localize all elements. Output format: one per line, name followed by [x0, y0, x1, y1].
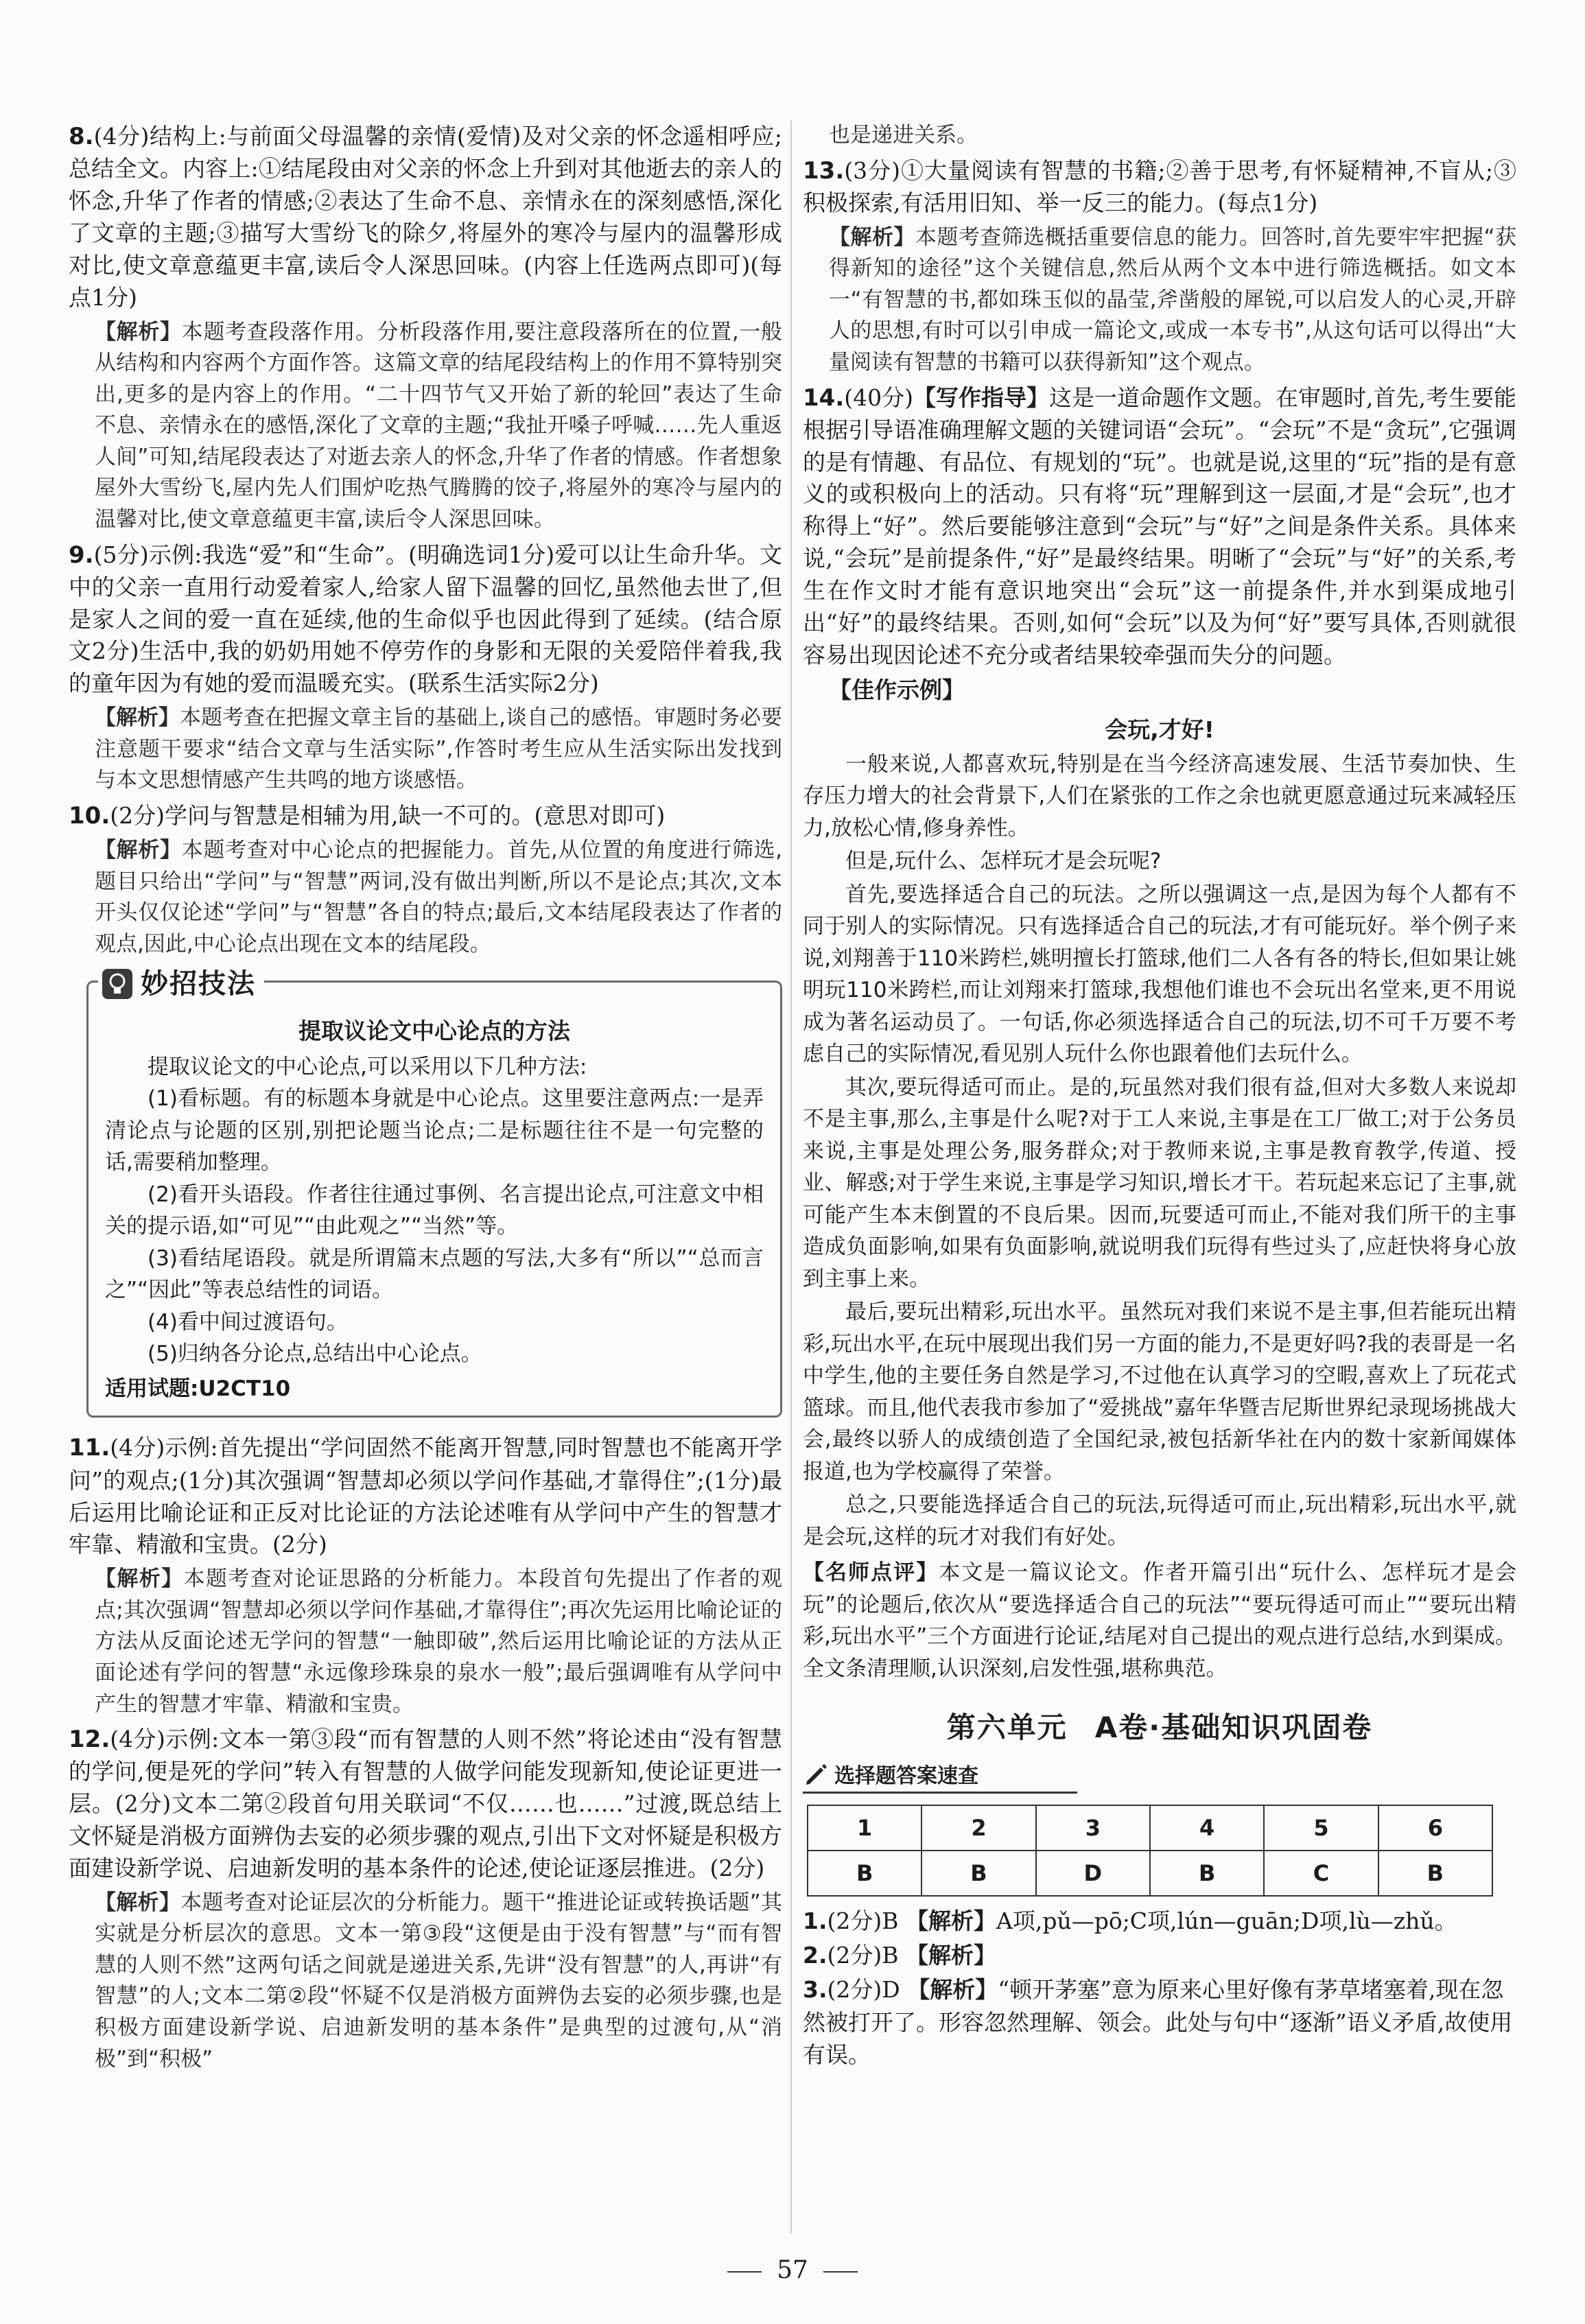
analysis-13 — [803, 222, 1516, 379]
analysis-tag: 【解析】 — [95, 705, 180, 731]
tip-paragraph: (3)看结尾语段。就是所谓篇末点题的写法,大多有“所以”“总而言之”“因此”等表总结性的词语。 — [105, 1245, 764, 1303]
question-number-cell: 4 — [1150, 1805, 1264, 1851]
question-number-cell: 2 — [921, 1805, 1035, 1851]
answer-text: (5分)示例:我选“爱”和“生命”。(明确选词1分)爱可以让生命升华。文中的父亲一直用行动爱着家人,给家人留下温馨的回忆,虽然他去世了,但是家人之间的爱一直在延续,他的生命似乎也因此得到了延续。(结合原文2分)生活中,我的奶奶用她不停劳作的身影和无限的关爱陪伴着我,我的童年因为有她的爱而温暖充实。(联系生活实际2分) — [69, 541, 782, 697]
question-number: 8. — [69, 123, 94, 150]
sample-essay-tag: 【佳作示例】 — [829, 676, 965, 703]
teacher-comment — [803, 1557, 1516, 1685]
tip-paragraph: 提取议论文的中心论点,可以采用以下几种方法: — [148, 1054, 587, 1079]
answer-cell: B — [808, 1851, 921, 1896]
tip-box — [86, 968, 782, 1418]
question-11 — [69, 1431, 782, 1561]
question-12 — [69, 1723, 782, 1885]
analysis-text: 本题考查段落作用。分析段落作用,要注意段落所在的位置,一般从结构和内容两个方面作答。这篇文章的结尾段结构上的作用不算特别突出,更多的是内容上的作用。“二十四节气又开始了新的轮回”表达了生命不息、亲情永在的感悟,深化了文章的主题;“我扯开嗓子呼喊……先人重返人间”可知,结尾段表达了对逝去亲人的怀念,升华了作者的情感。作者想象屋外大雪纷飞,屋内先人们围炉吃热气腾腾的饺子,将屋外的寒冷与屋内的温馨对比,使文章意蕴更丰富,读后令人深思回味。 — [95, 319, 782, 532]
essay-paragraph: 一般来说,人都喜欢玩,特别是在当今经济高速发展、生活节奏加快、生存压力增大的社会背景下,人们在紧张的工作之余也就更愿意通过玩来减轻压力,放松心情,修身养性。 — [803, 751, 1516, 841]
comment-tag: 【名师点评】 — [803, 1560, 939, 1585]
essay-paragraph: 但是,玩什么、怎样玩才是会玩呢? — [845, 849, 1162, 873]
analysis-tag: 【解析】 — [95, 838, 182, 863]
sample-essay — [803, 712, 1516, 1553]
lightbulb-icon — [101, 967, 134, 1000]
answer-text: (3分)①大量阅读有智慧的书籍;②善于思考,有怀疑精神,不盲从;③积极探索,有活用旧知、举一反三的能力。(每点1分) — [803, 156, 1516, 216]
choice-answer-2 — [803, 1939, 1516, 1972]
analysis-tag: 【解析】 — [95, 1890, 181, 1915]
question-number-cell: 1 — [808, 1805, 921, 1851]
essay-paragraph: 最后,要玩出精彩,玩出水平。虽然玩对我们来说不是主事,但若能玩出精彩,玩出水平,在玩中展现出我们另一方面的能力,不是更好吗?我的表哥是一名中学生,他的主要任务自然是学习,不过他在认真学习的空暇,喜欢上了玩花式篮球。而且,他代表我市参加了“爱挑战”嘉年华暨吉尼斯世界纪录现场挑战大会,最终以骄人的成绩创造了全国纪录,被包括新华社在内的数十家新闻媒体报道,也为学校赢得了荣誉。 — [803, 1300, 1516, 1484]
answer-cell: B — [921, 1851, 1035, 1896]
question-13 — [803, 154, 1516, 220]
writing-guide-text: 这是一道命题作文题。在审题时,首先,考生要能根据引导语准确理解文题的关键词语“会玩”。“会玩”不是“贪玩”,它强调的是有情趣、有品位、有规划的“玩”。也就是说,这里的“玩”指的是有意义的或积极向上的活动。只有将“玩”理解到这一层面,才是“会玩”,也才称得上“好”。然后要能够注意到“会玩”与“好”之间是条件关系。具体来说,“会玩”是前提条件,“好”是最终结果。明晰了“会玩”与“好”的关系,考生在作文时才能有意识地突出“会玩”这一前提条件,并水到渠成地引出“好”的最终结果。否则,如何“会玩”以及为何“好”要写具体,否则就很容易出现因论述不充分或者结果较牵强而失分的问题。 — [803, 384, 1517, 668]
question-number: 11. — [69, 1434, 110, 1462]
question-number: 2. — [803, 1941, 827, 1969]
tip-box-header — [98, 963, 264, 1005]
analysis-tag: 【解析】 — [829, 224, 915, 250]
question-number-cell: 5 — [1264, 1805, 1378, 1851]
choice-head: (2分)B — [827, 1908, 899, 1934]
answer-table — [807, 1805, 1493, 1897]
question-number: 1. — [803, 1908, 827, 1934]
answer-text: (4分)示例:文本一第③段“而有智慧的人则不然”将论述由“没有智慧的学问,便是死的学问”转入有智慧的人做学问能发现新知,使论证更进一层。(2分)文本二第②段首句用关联词“不仅……也……”过渡,既总结上文怀疑是消极方面辨伪去妄的必须步骤的观点,引出下文对怀疑是积极方面建设新学说、启迪新发明的基本条件的论述,使论证逐层推进。(2分) — [69, 1726, 782, 1881]
question-14 — [803, 382, 1516, 672]
unit-title: A卷·基础知识巩固卷 — [1094, 1711, 1373, 1744]
essay-paragraph: 其次,要玩得适可而止。是的,玩虽然对我们很有益,但对大多数人来说却不是主事,那么,主事是什么呢?对于工人来说,主事是在工厂做工;对于公务员来说,主事是处理公务,服务群众;对于教师来说,主事是教育教学,传道、授业、解惑;对于学生来说,主事是学习知识,增长才干。若玩起来忘记了主事,就可能产生本末倒置的不良后果。因而,玩要适可而止,不能对我们所干的主事造成负面影响,如果有负面影响,就说明我们玩得有些过头了,应赶快将身心放到主事上来。 — [803, 1075, 1516, 1291]
left-column — [69, 120, 782, 2078]
page-number — [0, 2256, 1585, 2284]
essay-paragraph: 总之,只要能选择适合自己的玩法,玩得适可而止,玩出精彩,玩出水平,就是会玩,这样的玩才对我们有好处。 — [803, 1492, 1516, 1549]
answer-cell: D — [1036, 1851, 1150, 1896]
score: (40分) — [844, 384, 913, 411]
question-number: 9. — [69, 541, 94, 569]
analysis-tag: 【解析】 — [906, 1908, 996, 1934]
page-number-dash — [823, 2271, 858, 2273]
tip-paragraph: (2)看开头语段。作者往往通过事例、名言提出论点,可注意文中相关的提示语,如“可见”“由此观之”“当然”等。 — [105, 1182, 764, 1239]
choice-head: (2分)D — [827, 1975, 900, 2003]
answer-cell: C — [1264, 1851, 1378, 1896]
writing-guide-tag: 【写作指导】 — [913, 384, 1049, 411]
column-divider — [790, 120, 792, 2233]
analysis-text: 本题考查在把握文章主旨的基础上,谈自己的感悟。审题时务必要注意题干要求“结合文章与生活实际”,作答时考生应从生活实际出发找到与本文思想情感产生共鸣的地方谈感悟。 — [95, 705, 783, 793]
answer-table-header-row — [808, 1805, 1492, 1851]
question-number: 13. — [803, 156, 845, 185]
analysis-10 — [69, 835, 782, 960]
analysis-tag: 【解析】 — [95, 319, 182, 344]
page-number-text: 57 — [777, 2256, 808, 2284]
page-number-dash — [727, 2271, 762, 2273]
answer-text: (4分)示例:首先提出“学问固然不能离开智慧,同时智慧也不能离开学问”的观点;(1分)其次强调“智慧却必须以学问作基础,才靠得住”;(1分)最后运用比喻论证和正反对比论证的方法论述唯有从学问中产生的智慧才牢靠、精澈和宝贵。(2分) — [69, 1434, 782, 1558]
choice-answer-1 — [803, 1905, 1516, 1938]
essay-title: 会玩,才好! — [1105, 716, 1214, 743]
analysis-text: “顿开茅塞”意为原来心里好像有茅草堵塞着,现在忽然被打开了。形容忽然理解、领会。此处与句中“逐渐”语义矛盾,故使用有误。 — [803, 1975, 1513, 2069]
tip-paragraph: (1)看标题。有的标题本身就是中心论点。这里要注意两点:一是弄清论点与论题的区别,别把论题当论点;二是标题往往不是一句完整的话,需要稍加整理。 — [105, 1086, 764, 1175]
question-number: 3. — [803, 1975, 827, 2003]
unit-name: 第六单元 — [946, 1711, 1068, 1744]
comment-text: 本文是一篇议论文。作者开篇引出“玩什么、怎样玩才是会玩”的论题后,依次从“要选择适合自己的玩法”“要玩得适可而止”“要玩出精彩,玩出水平”三个方面进行论证,结尾对自己提出的观点进行总结,水到渠成。全文条清理顺,认识深刻,启发性强,堪称典范。 — [803, 1560, 1517, 1681]
answer-table-answer-row — [808, 1851, 1492, 1896]
tip-box-title: 提取议论文中心论点的方法 — [298, 1018, 570, 1045]
tip-paragraph: (4)看中间过渡语句。 — [148, 1309, 348, 1335]
analysis-11 — [69, 1564, 782, 1720]
answer-cell: B — [1150, 1851, 1264, 1896]
analysis-tag: 【解析】 — [906, 1941, 996, 1969]
question-10 — [69, 799, 782, 832]
question-number: 12. — [69, 1726, 110, 1754]
analysis-9 — [69, 703, 782, 797]
analysis-8 — [69, 317, 782, 536]
quick-check-label — [803, 1759, 1077, 1794]
analysis-text: A项,pǔ—pō;C项,lún—guān;D项,lù—zhǔ。 — [996, 1908, 1457, 1934]
tip-box-label: 妙招技法 — [141, 968, 256, 1000]
question-number: 10. — [69, 801, 110, 830]
sample-essay-tag-line — [803, 674, 1516, 707]
question-8 — [69, 120, 782, 314]
analysis-tag: 【解析】 — [907, 1975, 998, 2003]
answer-cell: B — [1378, 1851, 1492, 1896]
unit-header — [803, 1705, 1516, 1746]
choice-answer-3 — [803, 1973, 1516, 2072]
choice-head: (2分)B — [827, 1941, 899, 1969]
pencil-icon — [803, 1761, 829, 1787]
tip-apply-line: 适用试题:U2CT10 — [105, 1376, 291, 1401]
question-number-cell: 3 — [1036, 1805, 1150, 1851]
analysis-tag: 【解析】 — [95, 1566, 184, 1592]
analysis-text: 本题考查对论证思路的分析能力。本段首句先提出了作者的观点;其次强调“智慧却必须以学问作基础,才靠得住”;再次先运用比喻论证的方法从反面论述无学问的智慧“一触即破”,然后运用比喻论证的方法从正面论述有学问的智慧“永远像珍珠泉的泉水一般”;最后强调唯有从学问中产生的智慧才牢靠、精澈和宝贵。 — [95, 1566, 782, 1717]
analysis-text: 本题考查筛选概括重要信息的能力。回答时,首先要牢牢把握“获得新知的途径”这个关键信息,然后从两个文本中进行筛选概括。如文本一“有智慧的书,都如珠玉似的晶莹,斧凿般的犀锐,可以启发人的心灵,开辟人的思想,有时可以引申成一篇论文,或成一本专书”,从这句话可以得出“大量阅读有智慧的书籍可以获得新知”这个观点。 — [829, 224, 1516, 375]
answer-text: (4分)结构上:与前面父母温馨的亲情(爱情)及对父亲的怀念遥相呼应;总结全文。内容上:①结尾段由对父亲的怀念上升到对其他逝去的亲人的怀念,升华了作者的情感;②表达了生命不息、亲情永在的深刻感悟,深化了文章的主题;③描写大雪纷飞的除夕,将屋外的寒冷与屋内的温馨形成对比,使文章意蕴更丰富,读后令人深思回味。(内容上任选两点即可)(每点1分) — [69, 123, 782, 311]
question-number-cell: 6 — [1378, 1805, 1492, 1851]
essay-paragraph: 首先,要选择适合自己的玩法。之所以强调这一点,是因为每个人都有不同于别人的实际情况。只有选择适合自己的玩法,才有可能玩好。举个例子来说,刘翔善于110米跨栏,姚明擅长打篮球,他们二人各有各的特长,但如果让姚明玩110米跨栏,而让刘翔来打篮球,我想他们谁也不会玩出名堂来,更不用说成为著名运动员了。一句话,你必须选择适合自己的玩法,切不可千万要不考虑自己的实际情况,看见别人玩什么你也跟着他们去玩什么。 — [803, 882, 1516, 1066]
tip-paragraph: (5)归纳各分论点,总结出中心论点。 — [148, 1341, 482, 1367]
analysis-12-continued: 也是递进关系。 — [829, 123, 978, 148]
analysis-text: 本题考查对论证层次的分析能力。题干“推进论证或转换话题”其实就是分析层次的意思。文本一第③段“这便是由于没有智慧”与“而有智慧的人则不然”这两句话之间就是递进关系,先讲“没有智慧”的人,再讲“有智慧”的人;文本二第②段“怀疑不仅是消极方面辨伪去妄的必须步骤,也是积极方面建设新学说、启迪新发明的基本条件”是典型的过渡句,从“消极”到“积极” — [95, 1890, 782, 2071]
quick-check-text: 选择题答案速查 — [834, 1764, 978, 1788]
question-number: 14. — [803, 384, 845, 412]
answer-text: (2分)学问与智慧是相辅为用,缺一不可的。(意思对即可) — [110, 801, 666, 829]
analysis-text: 本题考查对中心论点的把握能力。首先,从位置的角度进行筛选,题目只给出“学问”与“智慧”两词,没有做出判断,所以不是论点;其次,文本开头仅仅论述“学问”与“智慧”各自的特点;最后,文本结尾段表达了作者的观点,因此,中心论点出现在文本的结尾段。 — [95, 838, 782, 956]
question-9 — [69, 539, 782, 701]
analysis-12 — [69, 1888, 782, 2075]
right-column — [803, 120, 1516, 2073]
